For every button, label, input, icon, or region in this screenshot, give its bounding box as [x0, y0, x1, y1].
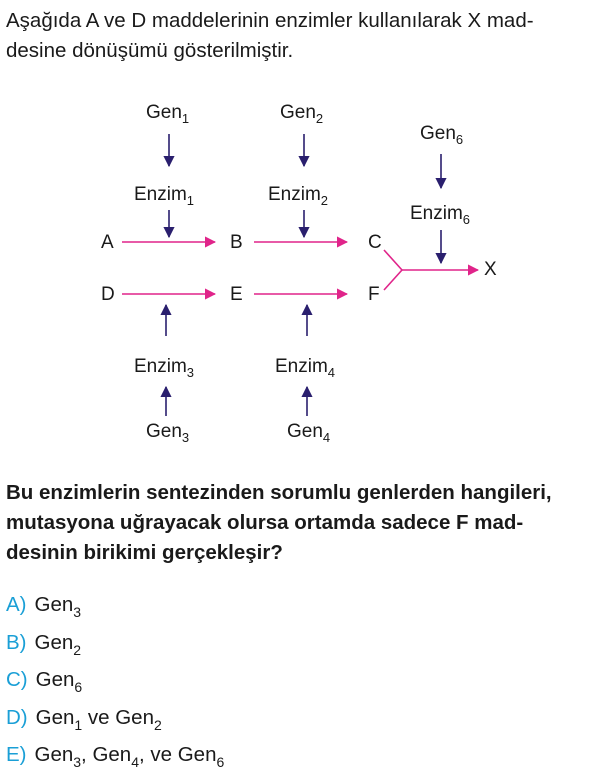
option-a[interactable]	[6, 590, 596, 628]
pathway-arrows	[0, 90, 598, 460]
option-b[interactable]	[6, 628, 596, 666]
option-e-sub-2: 4	[131, 754, 139, 770]
option-c-letter: C)	[6, 668, 28, 691]
option-e-text-1: Gen	[34, 743, 74, 766]
intro-line-1: Aşağıda A ve D maddelerinin enzimler kullanılarak X mad-	[6, 9, 534, 32]
option-d-sub-2: 2	[153, 716, 162, 733]
question-line-1: Bu enzimlerin sentezinden sorumlu genlerden hangileri,	[6, 481, 552, 504]
option-e-letter: E)	[6, 743, 27, 766]
node-f: F	[368, 284, 380, 305]
gen2-label: Gen$_2$	[280, 102, 324, 126]
enzim4-label: Enzim$_4$	[275, 356, 336, 380]
gen1-label: Gen$_1$	[146, 102, 190, 126]
enzim6-label: Enzim$_6$	[410, 203, 471, 227]
node-b: B	[230, 232, 243, 253]
node-x: X	[484, 259, 497, 280]
option-e-sub-3: 6	[216, 754, 225, 770]
gen4-label: Gen$_4$	[287, 421, 331, 445]
option-b-text: Gen	[34, 630, 74, 654]
node-c: C	[368, 232, 382, 253]
option-e-text-3: , ve Gen	[138, 743, 217, 766]
option-a-text: Gen	[34, 593, 74, 616]
option-d-text-2: ve Gen	[82, 705, 154, 729]
node-e: E	[230, 284, 243, 305]
enzim3-label: Enzim$_3$	[134, 356, 195, 380]
option-b-letter: B)	[6, 630, 27, 654]
option-e-text-2: , Gen	[81, 743, 132, 766]
enzim2-label: Enzim$_2$	[268, 184, 329, 208]
option-c-sub: 6	[74, 679, 83, 695]
option-c-text: Gen	[35, 668, 75, 691]
option-a-letter: A)	[6, 593, 27, 616]
pathway-diagram	[0, 90, 598, 460]
node-a: A	[101, 232, 114, 253]
arrow-f-branch	[384, 270, 402, 290]
answer-options	[6, 590, 596, 778]
option-b-sub: 2	[73, 641, 82, 658]
gen6-label: Gen$_6$	[420, 123, 464, 147]
option-e[interactable]	[6, 740, 596, 778]
gen3-label: Gen$_3$	[146, 421, 190, 445]
option-d-text-1: Gen	[35, 705, 75, 729]
enzim1-label: Enzim$_1$	[134, 184, 195, 208]
option-e-sub-1: 3	[73, 754, 82, 770]
option-a-sub: 3	[73, 604, 82, 620]
option-d-sub-1: 1	[74, 716, 83, 733]
option-c[interactable]	[6, 665, 596, 703]
question-text	[6, 478, 596, 568]
intro-text	[6, 6, 594, 66]
node-d: D	[101, 284, 115, 305]
question-line-2: mutasyona uğrayacak olursa ortamda sadece F mad-	[6, 511, 524, 534]
option-d[interactable]	[6, 703, 596, 741]
intro-line-2: desine dönüşümü gösterilmiştir.	[6, 39, 294, 62]
arrow-c-branch	[384, 250, 402, 270]
option-d-letter: D)	[6, 705, 28, 729]
question-line-3: desinin birikimi gerçekleşir?	[6, 541, 283, 564]
